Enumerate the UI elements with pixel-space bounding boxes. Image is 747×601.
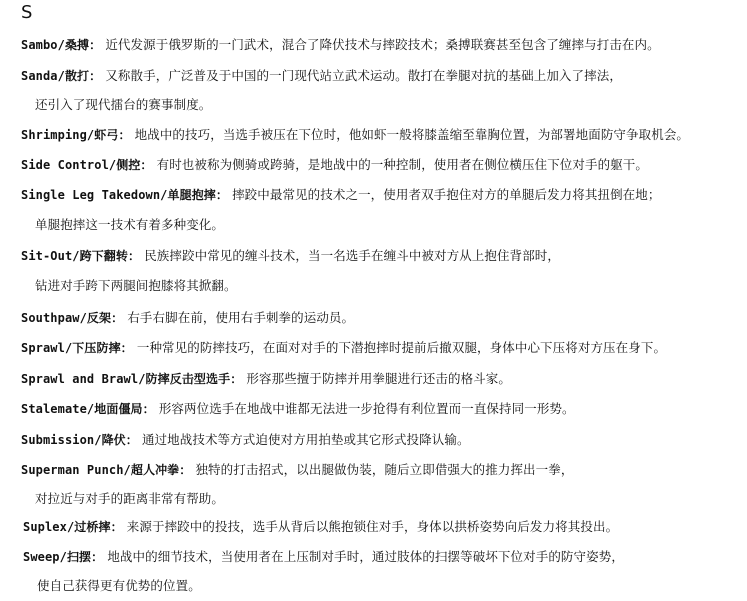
glossary-entry-sit-out xyxy=(21,248,560,264)
glossary-entry-southpaw xyxy=(21,310,354,326)
glossary-entry-submission xyxy=(21,432,470,448)
glossary-entry-sprawl-and-brawl xyxy=(21,371,511,387)
entry-definition-continued: 对拉近与对手的距离非常有帮助。 xyxy=(35,491,225,506)
entry-term: Suplex/过桥摔： xyxy=(23,520,123,534)
entry-definition-continued: 单腿抱摔这一技术有着多种变化。 xyxy=(35,217,225,232)
entry-term: Sprawl and Brawl/防摔反击型选手： xyxy=(21,372,243,386)
entry-definition: 右手右脚在前，使用右手刺拳的运动员。 xyxy=(127,310,355,325)
entry-definition-continued: 还引入了现代擂台的赛事制度。 xyxy=(35,97,212,112)
entry-term: Sambo/桑搏： xyxy=(21,38,102,52)
entry-term: Sprawl/下压防摔： xyxy=(21,341,133,355)
glossary-entry-superman-punch-cont xyxy=(35,491,224,507)
entry-definition: 一种常见的防摔技巧，在面对对手的下潜抱摔时提前后撤双腿，身体中心下压将对方压在身下。 xyxy=(136,340,667,355)
entry-term: Sanda/散打： xyxy=(21,69,102,83)
glossary-entry-sweep xyxy=(23,549,624,565)
entry-definition-continued: 使自己获得更有优势的位置。 xyxy=(37,578,201,593)
entry-definition: 独特的打击招式，以出腿做伪装，随后立即借强大的推力挥出一拳， xyxy=(195,462,574,477)
glossary-entry-sambo xyxy=(21,37,660,53)
entry-term: Submission/降伏： xyxy=(21,433,138,447)
glossary-entry-suplex xyxy=(23,519,618,535)
glossary-entry-stalemate xyxy=(21,401,575,417)
entry-definition: 地战中的技巧，当选手被压在下位时，他如虾一般将膝盖缩至靠胸位置，为部署地面防守争取机会。 xyxy=(134,127,690,142)
entry-definition: 民族摔跤中常见的缠斗技术，当一名选手在缠斗中被对方从上抱住背部时， xyxy=(144,248,560,263)
entry-definition: 来源于摔跤中的投技，选手从背后以熊抱锁住对手，身体以拱桥姿势向后发力将其投出。 xyxy=(126,519,619,534)
section-letter: S xyxy=(21,2,33,23)
entry-definition: 摔跤中最常见的技术之一，使用者双手抱住对方的单腿后发力将其扭倒在地； xyxy=(232,187,661,202)
glossary-entry-single-leg xyxy=(21,187,660,203)
glossary-entry-side-control xyxy=(21,157,648,173)
entry-term: Stalemate/地面僵局： xyxy=(21,402,155,416)
entry-definition-continued: 钻进对手跨下两腿间抱膝将其掀翻。 xyxy=(35,278,237,293)
entry-definition: 又称散手，广泛普及于中国的一门现代站立武术运动。散打在拳腿对抗的基础上加入了摔法， xyxy=(105,68,622,83)
entry-definition: 近代发源于俄罗斯的一门武术，混合了降伏技术与摔跤技术；桑搏联赛甚至包含了缠摔与打击在内。 xyxy=(105,37,660,52)
glossary-entry-sanda-cont xyxy=(35,97,211,113)
entry-term: Sit-Out/跨下翻转： xyxy=(21,249,141,263)
entry-definition: 形容两位选手在地战中谁都无法进一步抢得有利位置而一直保持同一形势。 xyxy=(158,401,575,416)
glossary-entry-sit-out-cont xyxy=(35,278,237,294)
glossary-entry-sprawl xyxy=(21,340,666,356)
entry-term: Superman Punch/超人冲拳： xyxy=(21,463,192,477)
entry-term: Shrimping/虾弓： xyxy=(21,128,131,142)
glossary-entry-shrimping xyxy=(21,127,689,143)
glossary-entry-single-leg-cont xyxy=(35,217,224,233)
entry-term: Single Leg Takedown/单腿抱摔： xyxy=(21,188,228,202)
entry-definition: 通过地战技术等方式迫使对方用拍垫或其它形式投降认输。 xyxy=(141,432,470,447)
glossary-entry-superman-punch xyxy=(21,462,573,478)
entry-definition: 有时也被称为侧骑或跨骑，是地战中的一种控制，使用者在侧位横压住下位对手的躯干。 xyxy=(156,157,649,172)
entry-term: Sweep/扫摆： xyxy=(23,550,104,564)
glossary-entry-sweep-cont xyxy=(37,578,201,594)
glossary-entry-sanda xyxy=(21,68,622,84)
entry-definition: 形容那些擅于防摔并用拳腿进行还击的格斗家。 xyxy=(246,371,512,386)
entry-term: Southpaw/反架： xyxy=(21,311,124,325)
entry-definition: 地战中的细节技术，当使用者在上压制对手时，通过肢体的扫摆等破坏下位对手的防守姿势， xyxy=(107,549,624,564)
entry-term: Side Control/侧控： xyxy=(21,158,153,172)
